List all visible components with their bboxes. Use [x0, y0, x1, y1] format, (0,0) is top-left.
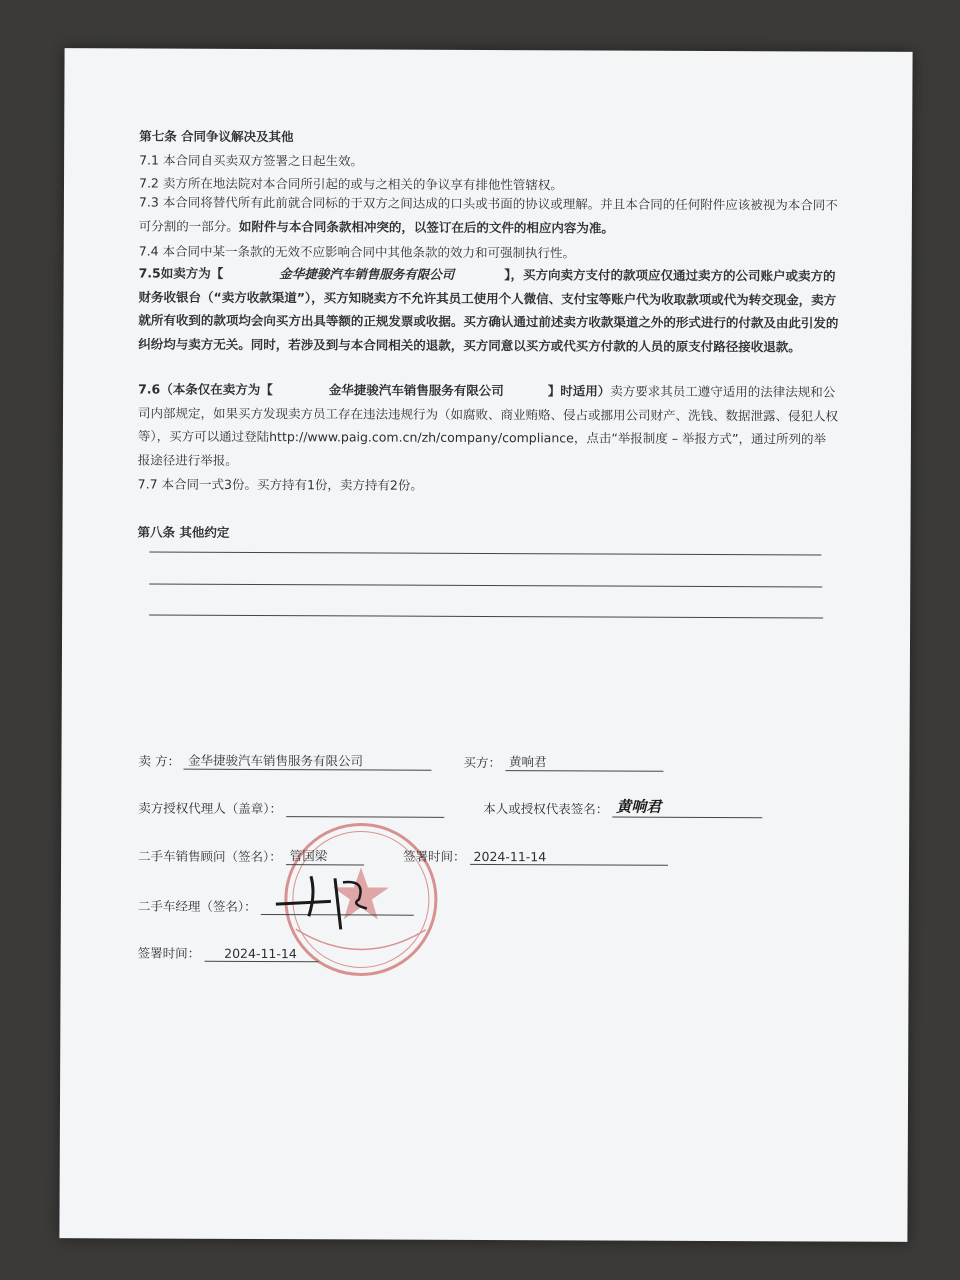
clause-7-1: 7.1 本合同自买卖双方签署之日起生效。: [139, 152, 364, 169]
seller-label: 卖 方：: [138, 753, 181, 769]
buyer-sign-row: [483, 795, 762, 818]
clause-7-6-text: 卖方要求其员工遵守适用的法律法规和公司内部规定，如果买方发现卖方员工存在违法违规行为（如腐败、商业贿赂、侵占或挪用公司财产、洗钱、数据泄露、侵犯人权等），买方可以通过登陆http://www.paig.com.cn/zh/company/compliance，点击“举报制度 – 举报方式”，通过所列的举报途径进行举报。: [137, 383, 839, 468]
sign-time-row: [403, 847, 668, 866]
seller-agent-row: [138, 798, 444, 817]
clause-7-5-seller-name: 金华捷骏汽车销售服务有限公司: [279, 266, 455, 282]
clause-7-3: [139, 190, 839, 240]
bottom-time-label: 签署时间：: [137, 945, 201, 961]
seller-agent-label: 卖方授权代理人（盖章）：: [138, 800, 283, 817]
consultant-row: [138, 845, 364, 865]
contract-page: [59, 48, 912, 1242]
clause-7-7: 7.7 本合同一式3份。买方持有1份，卖方持有2份。: [137, 476, 423, 493]
consultant-label: 二手车销售顾问（签名）：: [138, 848, 282, 865]
bottom-time-value: 2024-11-14: [204, 946, 318, 962]
consultant-value: 管国梁: [286, 846, 364, 865]
clause-7-6: [138, 377, 838, 474]
blank-line-1: [149, 552, 821, 556]
manager-handwritten-signature: [271, 864, 381, 934]
blank-line-2: [149, 584, 822, 588]
buyer-label: 买方：: [463, 754, 502, 771]
clause-7-5-prefix: 7.5如卖方为【: [138, 265, 224, 281]
buyer-sign-label: 本人或授权代表签名：: [483, 800, 609, 817]
clause-7-6-seller-name: 金华捷骏汽车销售服务有限公司: [328, 382, 504, 399]
clause-7-5: [138, 261, 838, 358]
buyer-handwritten-signature: 黄响君: [612, 796, 762, 819]
article-8-title: 第八条 其他约定: [137, 524, 230, 540]
seller-value: 金华捷骏汽车销售服务有限公司: [184, 751, 432, 771]
buyer-value: 黄响君: [505, 752, 663, 772]
seller-agent-line: [286, 802, 444, 818]
blank-line-3: [149, 615, 823, 619]
clause-7-6-mid: 】时适用）: [547, 383, 611, 399]
clause-7-3-text: 7.3 本合同将替代所有此前就合同标的于双方之间达成的口头或书面的协议或理解。并且本合同的任何附件应该被视为本合同不可分割的一部分。: [138, 194, 838, 234]
seller-row: [138, 750, 432, 770]
clause-7-4: 7.4 本合同中某一条款的无效不应影响合同中其他条款的效力和可强制执行性。: [138, 243, 576, 261]
buyer-row: [463, 752, 663, 772]
clause-7-2: 7.2 卖方所在地法院对本合同所引起的或与之相关的争议享有排他性管辖权。: [138, 175, 563, 193]
article-7-title: 第七条 合同争议解决及其他: [139, 128, 294, 145]
bottom-time-row: [138, 943, 319, 962]
sign-time-value: 2024-11-14: [470, 849, 668, 866]
sign-time-label: 签署时间：: [403, 848, 466, 864]
clause-7-5-text: 】，买方向卖方支付的款项应仅通过卖方的公司账户或卖方的财务收银台（“卖方收款渠道”），买方知晓卖方不允许其员工使用个人微信、支付宝等账户代为收取款项或代为转交现金，卖方就所有收到的款项均会向买方出具等额的正规发票或收据。买方确认通过前述卖方收款渠道之外的形式进行的付款及由此引发的纠纷均与卖方无关。同时，若涉及到与本合同相关的退款，买方同意以买方或代买方付款的人员的原支付路径接收退款。: [138, 267, 839, 354]
clause-7-3-bold: 如附件与本合同条款相冲突的，以签订在后的文件的相应内容为准。: [238, 218, 614, 236]
manager-label: 二手车经理（签名）：: [137, 898, 257, 915]
clause-7-6-prefix: 7.6（本条仅在卖方为【: [138, 381, 273, 398]
